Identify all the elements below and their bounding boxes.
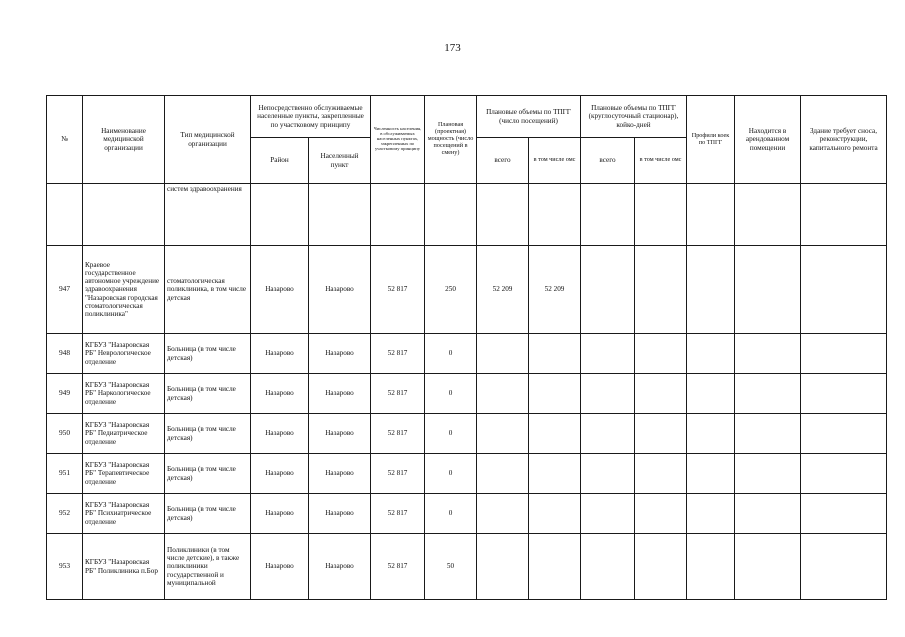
cell-district: Назарово xyxy=(251,414,309,454)
header-capacity: Плановая (проектная) мощность (число посещений в смену) xyxy=(425,96,477,184)
cell-visits-oms: 52 209 xyxy=(529,246,581,334)
cell-num: 948 xyxy=(47,334,83,374)
cell-district: Назарово xyxy=(251,334,309,374)
cell-district: Назарово xyxy=(251,246,309,334)
header-visits-oms: в том числе омс xyxy=(529,138,581,184)
medical-organizations-table xyxy=(46,95,887,600)
cell-settlement: Назарово xyxy=(309,454,371,494)
cell-population: 52 817 xyxy=(371,334,425,374)
cell-num: 950 xyxy=(47,414,83,454)
cell-population: 52 817 xyxy=(371,454,425,494)
cell-org-name: КГБУЗ "Назаровская РБ" Наркологическое отделение xyxy=(83,374,165,414)
cell-district: Назарово xyxy=(251,534,309,600)
table-body xyxy=(47,184,887,600)
cell-num: 953 xyxy=(47,534,83,600)
header-beds: Плановые объемы по ТПГГ (круглосуточный стационар), койко-дней xyxy=(581,96,687,138)
header-profiles: Профили коек по ТПГГ xyxy=(687,96,735,184)
header-rented: Находится в арендованном помещении xyxy=(735,96,801,184)
cell-capacity: 50 xyxy=(425,534,477,600)
page-number: 173 xyxy=(444,42,461,54)
cell-org-name: КГБУЗ "Назаровская РБ" Педиатрическое отделение xyxy=(83,414,165,454)
cell-org-type: Больница (в том числе детская) xyxy=(165,334,251,374)
cell-settlement: Назарово xyxy=(309,534,371,600)
table-row xyxy=(47,534,887,600)
cell-capacity: 0 xyxy=(425,414,477,454)
cell-num: 952 xyxy=(47,494,83,534)
cell-district: Назарово xyxy=(251,494,309,534)
header-repair: Здание требует сноса, реконструкции, капитального ремонта xyxy=(801,96,887,184)
table-row xyxy=(47,246,887,334)
header-district: Район xyxy=(251,138,309,184)
cell-capacity: 250 xyxy=(425,246,477,334)
header-settlement: Населенный пункт xyxy=(309,138,371,184)
cell-capacity: 0 xyxy=(425,374,477,414)
cell-population: 52 817 xyxy=(371,534,425,600)
cell-org-type: Поликлиники (в том числе детские), в также поликлиники государственной и муниципальной xyxy=(165,534,251,600)
cell-org-name: КГБУЗ "Назаровская РБ" Психиатрическое отделение xyxy=(83,494,165,534)
cell-population: 52 817 xyxy=(371,494,425,534)
header-num: № xyxy=(47,96,83,184)
cell-settlement: Назарово xyxy=(309,494,371,534)
cell-district: Назарово xyxy=(251,374,309,414)
cell-org-type: Больница (в том числе детская) xyxy=(165,454,251,494)
cell-num: 949 xyxy=(47,374,83,414)
cell-capacity: 0 xyxy=(425,494,477,534)
table-row xyxy=(47,454,887,494)
header-org-name: Наименование медицинской организации xyxy=(83,96,165,184)
table-header xyxy=(47,96,887,184)
header-population: Численность населения, в обслуживаемых населенных пунктах, закрепленных по участковому принципу xyxy=(371,96,425,184)
header-visits: Плановые объемы по ТПГГ (число посещений) xyxy=(477,96,581,138)
cell-num: 947 xyxy=(47,246,83,334)
header-beds-total: всего xyxy=(581,138,635,184)
header-org-type: Тип медицинской организации xyxy=(165,96,251,184)
cell-org-type: стоматологическая поликлиника, в том числе детская xyxy=(165,246,251,334)
header-beds-oms: в том числе омс xyxy=(635,138,687,184)
table-row xyxy=(47,374,887,414)
cell-org-type: Больница (в том числе детская) xyxy=(165,374,251,414)
cell-capacity: 0 xyxy=(425,454,477,494)
cell-org-name: КГБУЗ "Назаровская РБ" Поликлиника п.Бор xyxy=(83,534,165,600)
cell-population: 52 817 xyxy=(371,414,425,454)
cell-settlement: Назарово xyxy=(309,246,371,334)
continuation-row xyxy=(47,184,887,246)
cell-settlement: Назарово xyxy=(309,334,371,374)
table-row xyxy=(47,334,887,374)
cell-num: 951 xyxy=(47,454,83,494)
cell-population: 52 817 xyxy=(371,374,425,414)
cell-capacity: 0 xyxy=(425,334,477,374)
cell-org-type: Больница (в том числе детская) xyxy=(165,414,251,454)
cell-district: Назарово xyxy=(251,454,309,494)
table-row xyxy=(47,414,887,454)
continuation-text: систем здравоохранения xyxy=(165,184,251,246)
cell-org-name: КГБУЗ "Назаровская РБ" Неврологическое отделение xyxy=(83,334,165,374)
table-row xyxy=(47,494,887,534)
header-visits-total: всего xyxy=(477,138,529,184)
cell-settlement: Назарово xyxy=(309,374,371,414)
cell-settlement: Назарово xyxy=(309,414,371,454)
header-direct-service: Непосредственно обслуживаемые населенные пункты, закрепленные по участковому принципу xyxy=(251,96,371,138)
cell-org-name: Краевое государственное автономное учреждение здравоохранения "Назаровская городская стоматологическая поликлиника" xyxy=(83,246,165,334)
cell-org-name: КГБУЗ "Назаровская РБ" Терапевтическое отделение xyxy=(83,454,165,494)
cell-visits-total: 52 209 xyxy=(477,246,529,334)
cell-org-type: Больница (в том числе детская) xyxy=(165,494,251,534)
cell-population: 52 817 xyxy=(371,246,425,334)
